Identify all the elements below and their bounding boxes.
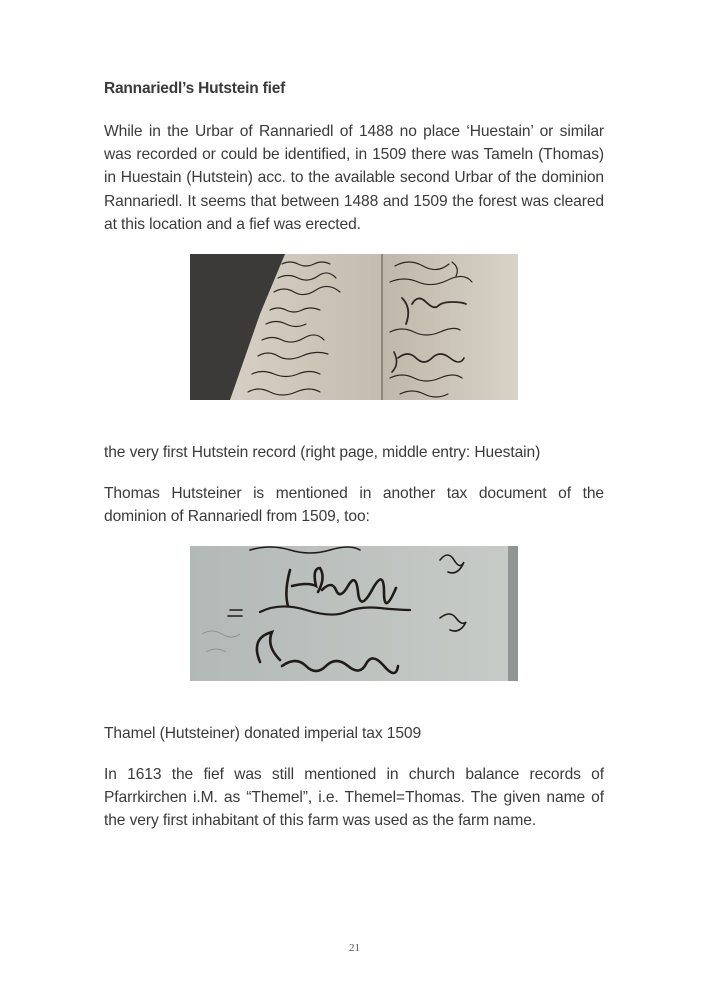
- tax-document-photo: [190, 546, 518, 681]
- caption-first-record: the very first Hutstein record (right page, middle entry: Huestain): [104, 444, 541, 461]
- paragraph-intro: While in the Urbar of Rannariedl of 1488 no place ‘Huestain’ or similar was recorded or could be identified, in 1509 there was Tameln (Thomas) in Huestain (Hutstein) acc. to the available second Urbar of the dominion Rannariedl. It seems that between 1488 and 1509 the forest was cleared at this location and a fief was erected.: [104, 123, 604, 233]
- urbar-photo: [190, 254, 518, 400]
- caption-imperial-tax: Thamel (Hutsteiner) donated imperial tax 1509: [104, 725, 422, 742]
- section-heading: Rannariedl’s Hutstein fief: [104, 80, 286, 97]
- paragraph-themel: In 1613 the fief was still mentioned in church balance records of Pfarrkirchen i.M. as “Themel”, i.e. Themel=Thomas. The given name of the very first inhabitant of this farm was used as the farm name.: [104, 766, 604, 830]
- tax-document-photo-image: [190, 546, 518, 681]
- paragraph-tax-document: Thomas Hutsteiner is mentioned in another tax document of the dominion of Rannariedl from 1509, too:: [104, 485, 604, 526]
- page-number: 21: [349, 942, 360, 954]
- urbar-photo-image: [190, 254, 518, 400]
